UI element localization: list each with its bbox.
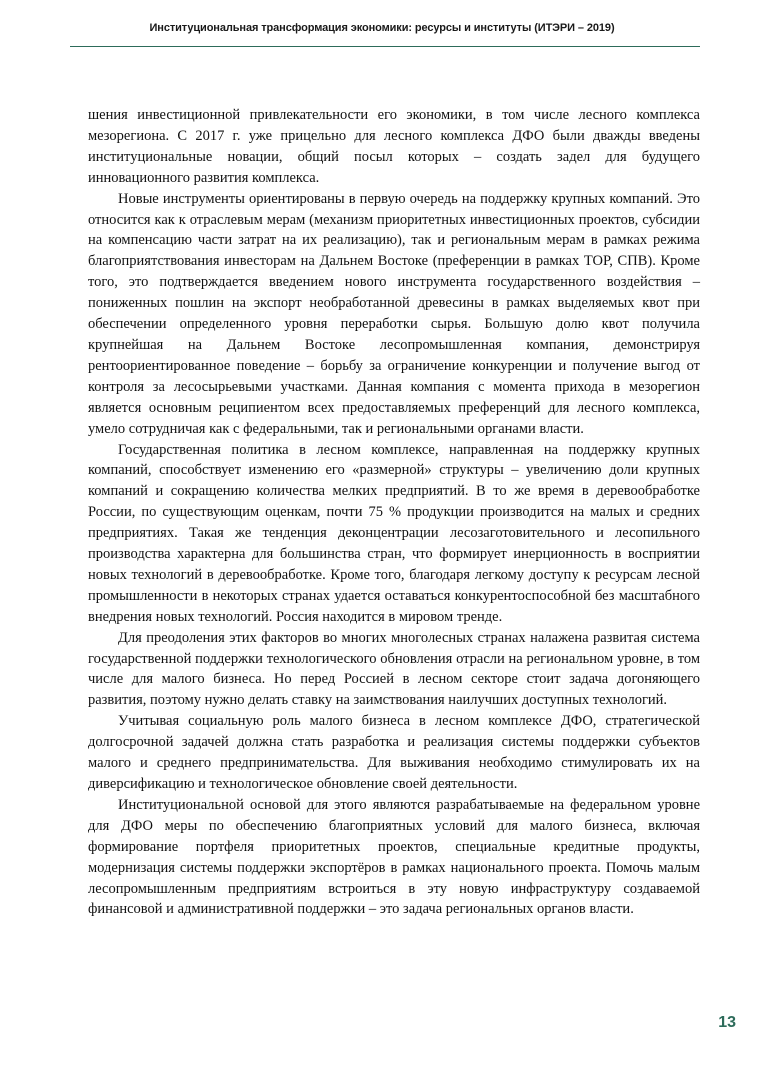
paragraph: Для преодоления этих факторов во многих многолесных странах налажена развитая система государственной поддержки технологического обновления отрасли на региональном уровне, в том числе для малого бизнеса. Но перед Россией в лесном секторе стоит задача догоняющего развития, поэтому нужно делать ставку на заимствования наилучших доступных технологий.: [88, 629, 700, 709]
page-number: 13: [718, 1014, 736, 1031]
paragraph-continuation: шения инвестиционной привлекательности его экономики, в том числе лесного комплекса мезорегиона. С 2017 г. уже прицельно для лесного комплекса ДФО были дважды введены институциональные новации, общий посыл которых – создать задел для будущего инновационного развития комплекса.: [88, 107, 700, 186]
paragraph: Новые инструменты ориентированы в первую очередь на поддержку крупных компаний. Это относится как к отраслевым мерам (механизм приоритетных инвестиционных проектов, субсидии на компенсацию части затрат на их реализацию), так и региональным мерам в рамках режима благоприятствования инвесторам на Дальнем Востоке (преференции в рамках ТОР, СПВ). Кроме того, это подтверждается введением нового инструмента государственного воздействия – пониженных пошлин на экспорт необработанной древесины в рамках выделяемых квот при обеспечении определенного уровня переработки сырья. Большую долю квот получила крупнейшая на Дальнем Востоке лесопромышленная компания, демонстрируя рентоориентированное поведение – борьбу за ограничение конкуренции и получение выгод от контроля за лесосырьевыми участками. Данная компания с момента прихода в мезорегион является основным реципиентом всех предоставляемых преференций для лесного комплекса, умело сотрудничая как с федеральными, так и региональными органами власти.: [88, 190, 700, 437]
header-divider: [70, 46, 700, 47]
paragraph: Учитывая социальную роль малого бизнеса в лесном комплексе ДФО, стратегической долгосрочной задачей должна стать разработка и реализация системы поддержки субъектов малого и среднего предпринимательства. Для выживания необходимо стимулировать их на диверсификацию и технологическое обновление своей деятельности.: [88, 713, 700, 792]
paragraph: Институциональной основой для этого являются разрабатываемые на федеральном уровне для ДФО меры по обеспечению благоприятных условий для малого бизнеса, включая формирование портфеля приоритетных проектов, специальные кредитные продукты, модернизация системы поддержки экспортёров в рамках национального проекта. Помочь малым лесопромышленным предприятиям встроиться в эту новую инфраструктуру создаваемой финансовой и административной поддержки – это задача региональных органов власти.: [88, 796, 700, 918]
paragraph: Государственная политика в лесном комплексе, направленная на поддержку крупных компаний, способствует изменению его «размерной» структуры – увеличению доли крупных компаний и сокращению количества мелких предприятий. В то же время в деревообработке России, по существующим оценкам, почти 75 % продукции производится на малых и средних предприятиях. Такая же тенденция деконцентрации лесозаготовительного и лесопильного производства характерна для большинства стран, что формирует инерционность в восприятии новых технологий в деревообработке. Кроме того, благодаря легкому доступу к ресурсам лесной промышленности в некоторых странах удается оставаться конкурентоспособной без масштабного внедрения новых технологий. Россия находится в мировом тренде.: [88, 441, 700, 625]
main-text: [88, 105, 700, 920]
running-header: Институциональная трансформация экономики: ресурсы и институты (ИТЭРИ – 2019): [149, 22, 615, 34]
